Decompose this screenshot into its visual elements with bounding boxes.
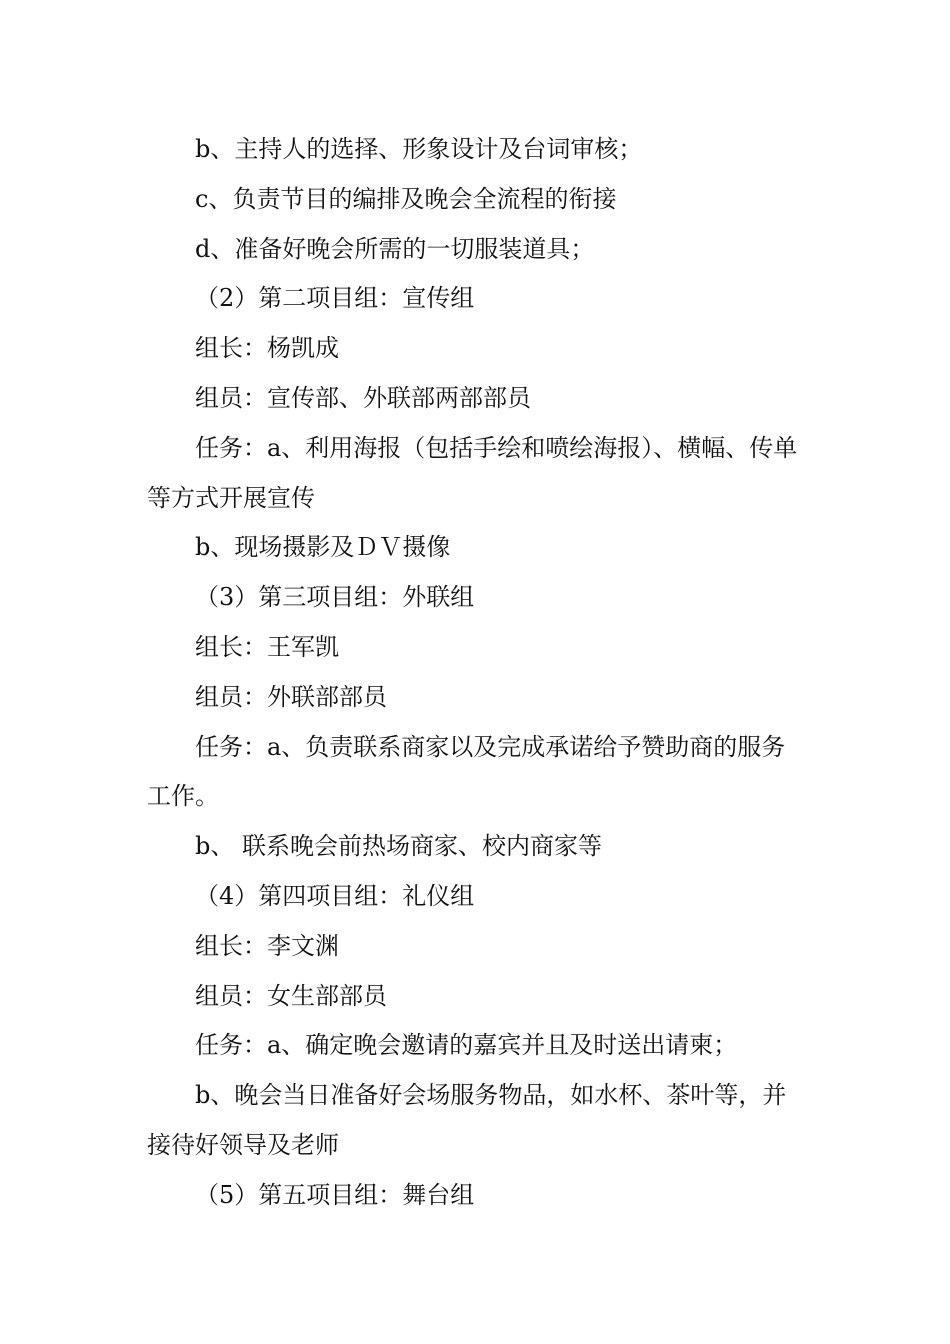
paragraph: 任务：a、负责联系商家以及完成承诺给予赞助商的服务工作。 (147, 732, 786, 811)
paragraph: b、 联系晚会前热场商家、校内商家等 (195, 832, 602, 861)
section-heading: （3）第三项目组：外联组 (195, 583, 475, 612)
paragraph: b、主持人的选择、形象设计及台词审核； (195, 135, 643, 163)
paragraph: d、准备好晚会所需的一切服装道具； (195, 234, 595, 263)
paragraph: 组员：女生部部员 (195, 981, 387, 1010)
paragraph: 任务：a、利用海报（包括手绘和喷绘海报）、横幅、传单等方式开展宣传 (147, 433, 798, 512)
paragraph: 组长：杨凯成 (195, 334, 339, 363)
paragraph: 组员：外联部部员 (195, 682, 387, 711)
paragraph: b、现场摄影及ＤＶ摄像 (195, 533, 451, 562)
paragraph: 组长：李文渊 (195, 931, 339, 960)
paragraph: 组员：宣传部、外联部两部部员 (195, 383, 531, 412)
section-heading: （4）第四项目组：礼仪组 (195, 881, 475, 910)
paragraph: 任务：a、确定晚会邀请的嘉宾并且及时送出请柬； (195, 1031, 738, 1060)
document-body (147, 125, 807, 1221)
paragraph: 组长：王军凯 (195, 632, 339, 661)
paragraph: b、晚会当日准备好会场服务物品，如水杯、茶叶等，并接待好领导及老师 (147, 1081, 787, 1159)
paragraph: c、负责节目的编排及晚会全流程的衔接 (195, 184, 617, 213)
section-heading: （5）第五项目组：舞台组 (195, 1180, 475, 1209)
section-heading: （2）第二项目组：宣传组 (195, 284, 475, 313)
